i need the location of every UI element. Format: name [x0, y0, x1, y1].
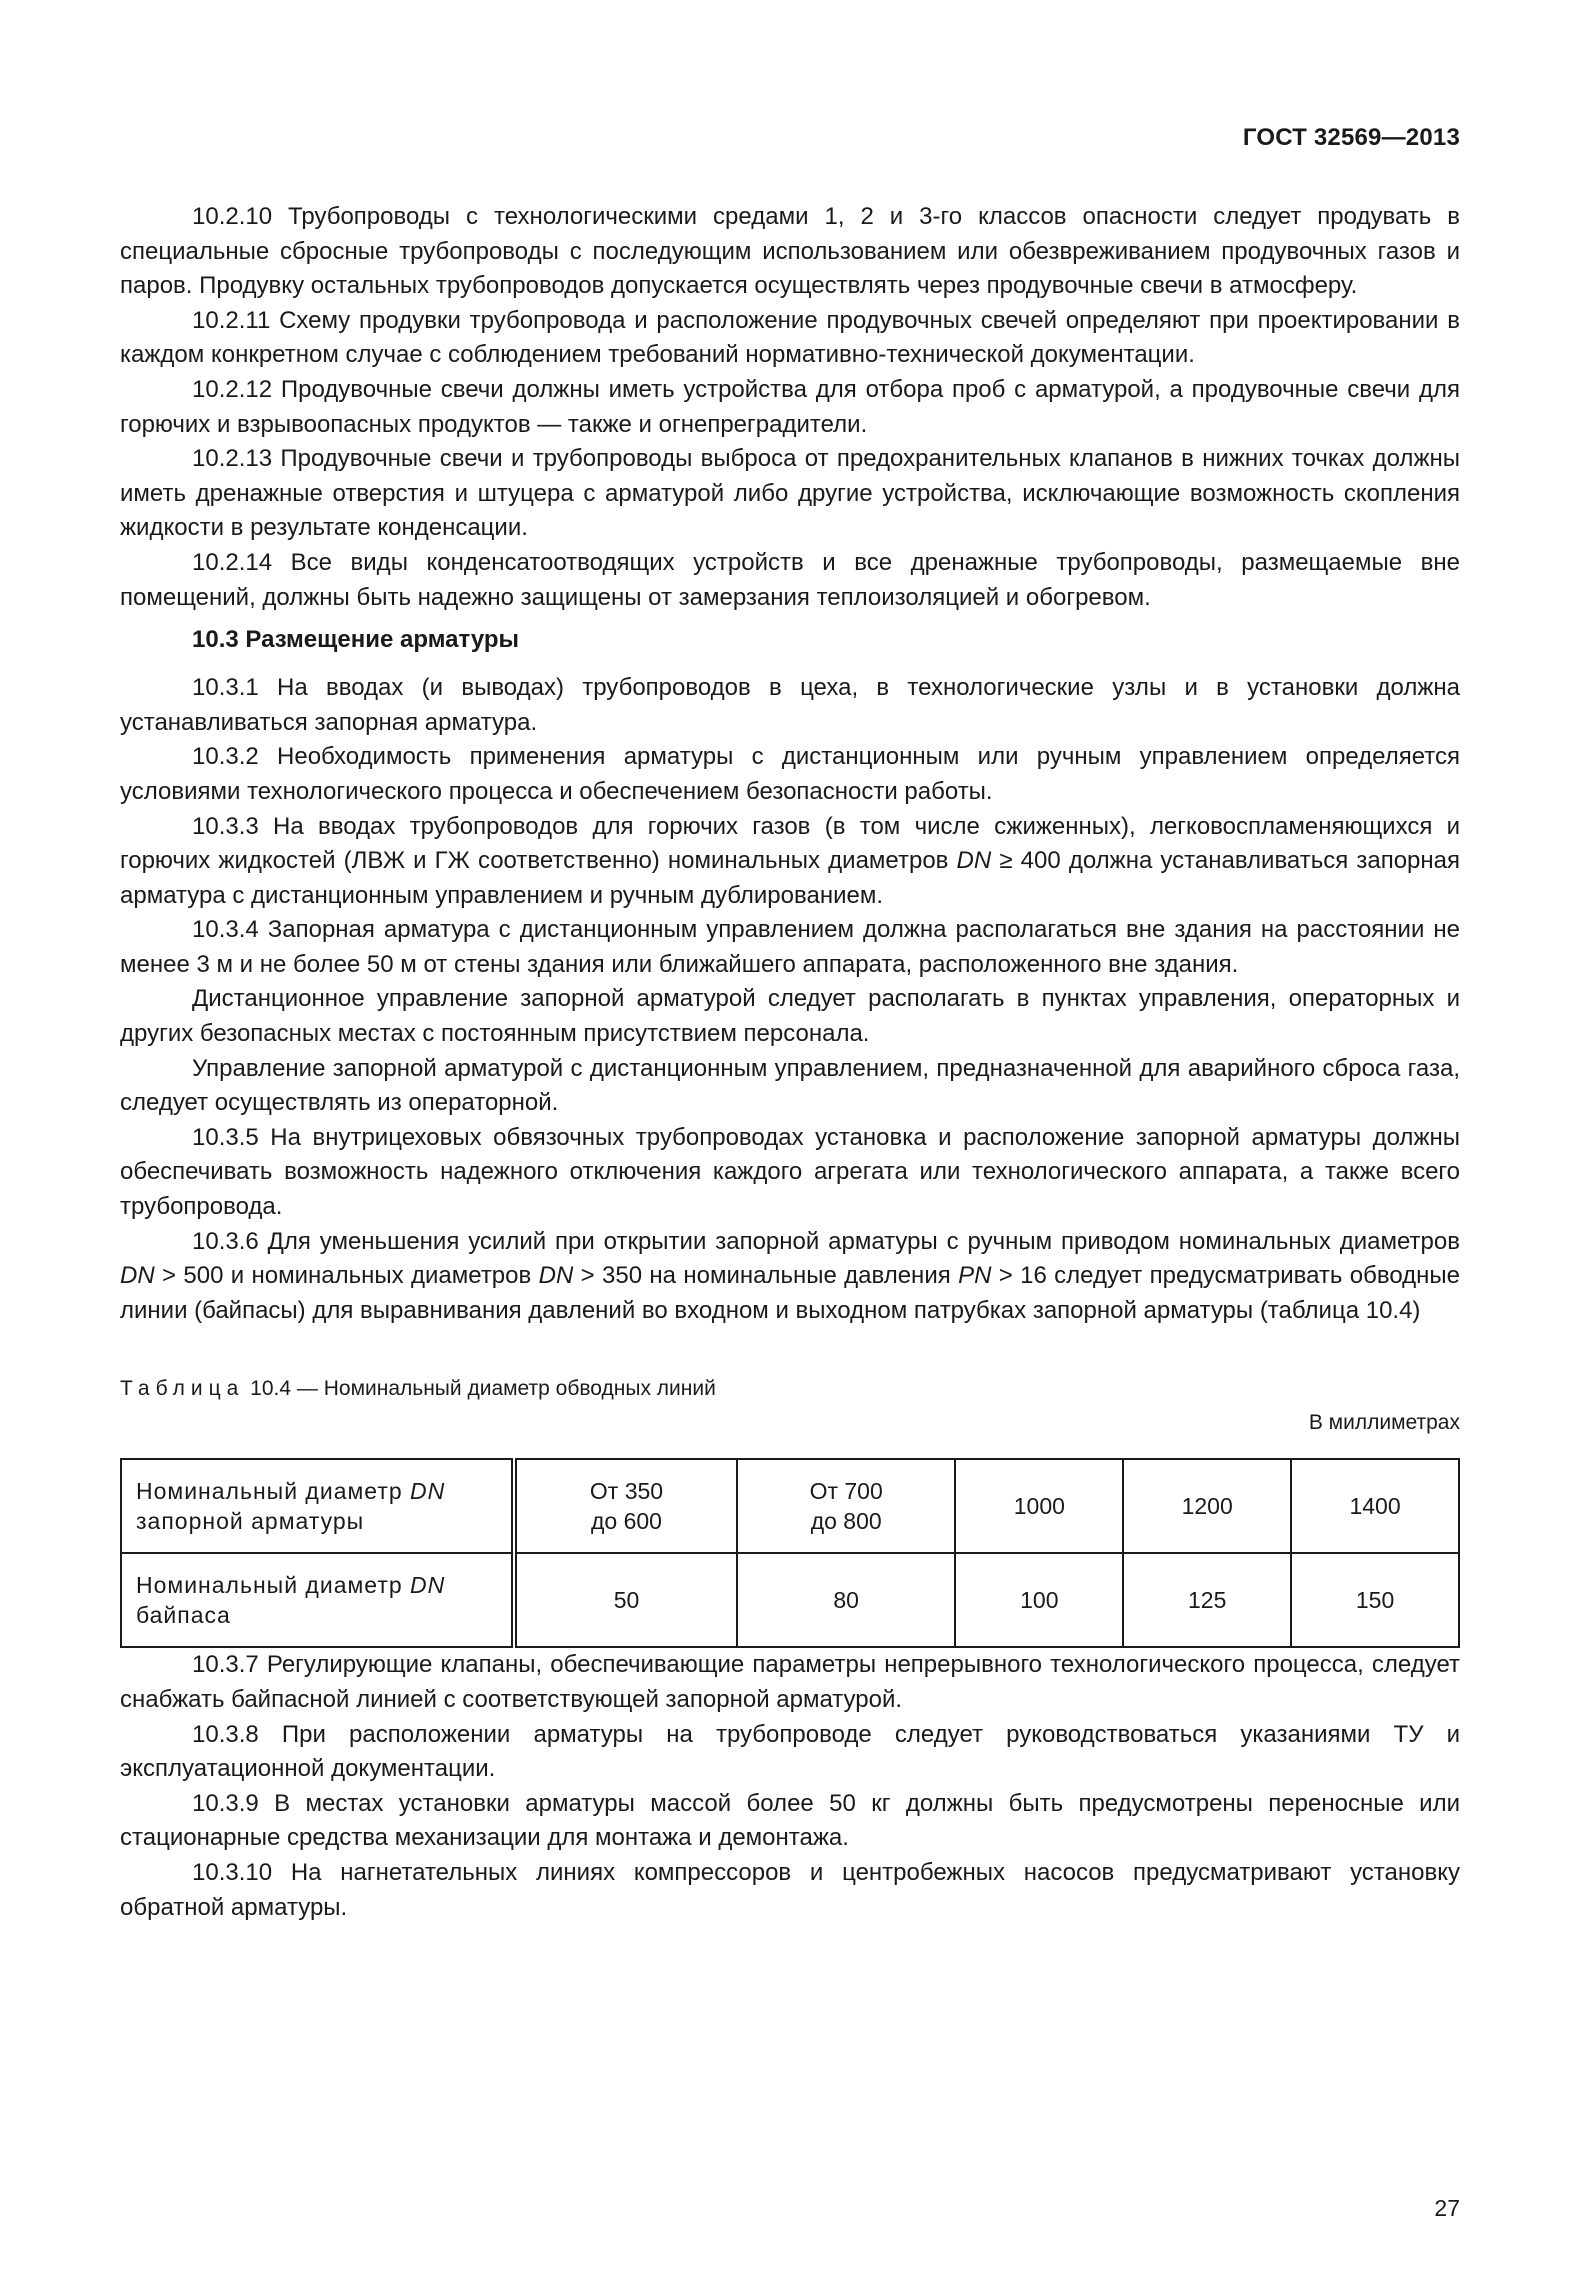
dn-symbol: DN	[538, 1262, 574, 1290]
paragraph-10-3-6-part-b: > 500 и номинальных диаметров	[154, 1262, 539, 1290]
cell-line-1: От 350	[589, 1478, 664, 1505]
table-cell: 1400	[1291, 1459, 1459, 1553]
table-cell: 125	[1123, 1553, 1291, 1647]
table-cell	[737, 1459, 955, 1553]
paragraph-10-3-3-part-a: 10.3.3 На вводах трубопроводов для горючих газов (в том числе сжиженных), легковоспламеняющихся и горючих жидкостей (ЛВЖ и ГЖ соответственно) номинальных диаметров	[120, 812, 1460, 875]
page-number: 27	[1434, 2195, 1460, 2221]
dn-symbol: DN	[120, 1262, 155, 1290]
section-heading-10-3: 10.3 Размещение арматуры	[192, 626, 520, 654]
paragraph-10-3-6-part-c: > 350 на номинальные давления	[573, 1262, 959, 1290]
cell-line-2: до 800	[810, 1508, 882, 1535]
bypass-diameter-table	[120, 1458, 1460, 1648]
paragraph-remote-control: Дистанционное управление запорной арматурой следует располагать в пунктах управления, операторных и других безопасных местах с постоянным присутствием персонала.	[120, 985, 1460, 1048]
cell-line-1: От 700	[809, 1478, 883, 1505]
table-units: В миллиметрах	[1308, 1411, 1460, 1435]
paragraph-10-2-14: 10.2.14 Все виды конденсатоотводящих устройств и все дренажные трубопроводы, размещаемые вне помещений, должны быть надежно защищены от замерзания теплоизоляцией и обогревом.	[120, 548, 1460, 611]
table-caption	[120, 1374, 1460, 1404]
document-page	[120, 0, 1460, 2283]
table-caption-title: 10.4 — Номинальный диаметр обводных линий	[244, 1377, 716, 1401]
paragraph-10-3-6-part-a: 10.3.6 Для уменьшения усилий при открытии запорной арматуры с ручным приводом номинальных диаметров	[192, 1227, 1460, 1255]
paragraph-10-3-3	[120, 810, 1460, 914]
paragraph-10-2-10: 10.2.10 Трубопроводы с технологическими средами 1, 2 и 3-го классов опасности следует продувать в специальные сбросные трубопроводы с последующим использованием или обезвреживанием продувочных газов и паров. Продувку остальных трубопроводов допускается осуществлять через продувочные свечи в атмосферу.	[120, 203, 1460, 300]
paragraph-10-3-10: 10.3.10 На нагнетательных линиях компрессоров и центробежных насосов предусматривают установку обратной арматуры.	[120, 1858, 1460, 1921]
paragraph-10-3-5: 10.3.5 На внутрицеховых обвязочных трубопроводах установка и расположение запорной арматуры должны обеспечивать возможность надежного отключения каждого агрегата или технологического аппарата, а также всего трубопровода.	[120, 1123, 1460, 1221]
row-header-bypass-dn	[121, 1553, 514, 1647]
row-header-text: Номинальный диаметр	[136, 1572, 411, 1599]
table-cell: 80	[737, 1553, 955, 1647]
paragraph-10-3-6	[120, 1225, 1460, 1329]
paragraph-10-3-2: 10.3.2 Необходимость применения арматуры с дистанционным или ручным управлением определяется условиями технологического процесса и обеспечением безопасности работы.	[120, 743, 1460, 805]
dn-symbol: DN	[956, 847, 992, 875]
table-caption-block	[120, 1374, 1460, 1438]
dn-symbol: DN	[410, 1572, 446, 1599]
table-row-valve-dn	[121, 1459, 1459, 1553]
table-cell: 150	[1291, 1553, 1459, 1647]
paragraph-10-3-9: 10.3.9 В местах установки арматуры массой более 50 кг должны быть предусмотрены переносные или стационарные средства механизации для монтажа и демонтажа.	[120, 1789, 1460, 1852]
row-header-valve-dn	[121, 1459, 514, 1553]
paragraph-10-2-13: 10.2.13 Продувочные свечи и трубопроводы выброса от предохранительных клапанов в нижних точках должны иметь дренажные отверстия и штуцера с арматурой либо другие устройства, исключающие возможность скопления жидкости в результате конденсации.	[120, 445, 1460, 542]
cell-line-2: до 600	[591, 1508, 662, 1535]
row-header-text: Номинальный диаметр	[136, 1478, 411, 1505]
document-body	[120, 200, 1460, 1925]
paragraph-10-3-8: 10.3.8 При расположении арматуры на трубопроводе следует руководствоваться указаниями ТУ и эксплуатационной документации.	[120, 1720, 1460, 1783]
paragraph-10-3-6-part-d: > 16 следует предусматривать обводные линии (байпасы) для выравнивания давлений во входном и выходном патрубках запорной арматуры (таблица 10.4)	[120, 1262, 1460, 1324]
pn-symbol: PN	[958, 1262, 992, 1290]
row-header-subtext: байпаса	[136, 1602, 231, 1629]
row-header-subtext: запорной арматуры	[136, 1508, 365, 1535]
table-cell: 1200	[1123, 1459, 1291, 1553]
paragraph-10-2-11: 10.2.11 Схему продувки трубопровода и расположение продувочных свечей определяют при проектировании в каждом конкретном случае с соблюдением требований нормативно-технической документации.	[120, 306, 1460, 369]
dn-symbol: DN	[410, 1478, 446, 1505]
table-cell: 100	[955, 1553, 1123, 1647]
paragraph-10-3-7: 10.3.7 Регулирующие клапаны, обеспечивающие параметры непрерывного технологического процесса, следует снабжать байпасной линией с соответствующей запорной арматурой.	[120, 1651, 1460, 1713]
paragraph-10-2-12: 10.2.12 Продувочные свечи должны иметь устройства для отбора проб с арматурой, а продувочные свечи для горючих и взрывоопасных продуктов — также и огнепреградители.	[120, 375, 1460, 438]
table-row-bypass-dn	[121, 1553, 1459, 1647]
table-cell	[514, 1459, 737, 1553]
document-code: ГОСТ 32569—2013	[1242, 124, 1460, 151]
paragraph-10-3-4: 10.3.4 Запорная арматура с дистанционным управлением должна располагаться вне здания на расстоянии не менее 3 м и не более 50 м от стены здания или ближайшего аппарата, расположенного вне здания.	[120, 916, 1460, 978]
table-cell: 1000	[955, 1459, 1123, 1553]
table-caption-word: Таблица	[120, 1377, 245, 1401]
paragraph-emergency-control: Управление запорной арматурой с дистанционным управлением, предназначенной для аварийного сброса газа, следует осуществлять из операторной.	[120, 1054, 1460, 1117]
paragraph-10-3-3-part-b: ≥ 400 должна устанавливаться запорная арматура с дистанционным управлением и ручным дублированием.	[120, 847, 1460, 909]
paragraph-10-3-1: 10.3.1 На вводах (и выводах) трубопроводов в цеха, в технологические узлы и в установки должна устанавливаться запорная арматура.	[120, 674, 1460, 736]
table-cell: 50	[514, 1553, 737, 1647]
